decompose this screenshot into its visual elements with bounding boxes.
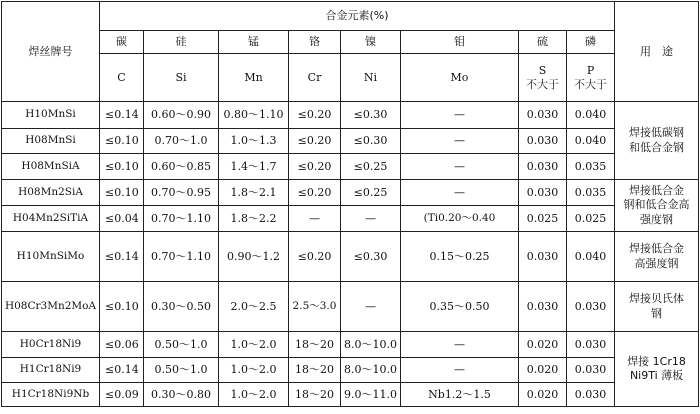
s-cell: 0.030 bbox=[519, 232, 567, 282]
p-cell: 0.030 bbox=[567, 383, 615, 407]
element-cn-p: 磷 bbox=[567, 31, 615, 54]
ni-cell: 8.0～10.0 bbox=[341, 332, 401, 358]
grade-cell: H08Cr3Mn2MoA bbox=[2, 282, 100, 332]
grade-cell: H08Mn2SiA bbox=[2, 180, 100, 206]
header-row-group bbox=[2, 2, 699, 31]
mn-cell: 1.0～2.0 bbox=[219, 358, 289, 383]
grade-cell: H1Cr18Ni9 bbox=[2, 358, 100, 383]
table-row bbox=[2, 206, 699, 232]
element-sym-s-cell bbox=[519, 54, 567, 102]
s-cell: 0.030 bbox=[519, 180, 567, 206]
si-cell: 0.30～0.80 bbox=[144, 383, 219, 407]
element-sym-ni: Ni bbox=[341, 54, 401, 102]
element-cn-cr: 铬 bbox=[289, 31, 341, 54]
mn-cell: 2.0～2.5 bbox=[219, 282, 289, 332]
max-note-p: 不大于 bbox=[574, 77, 608, 91]
cr-cell: — bbox=[289, 206, 341, 232]
cr-cell: 18～20 bbox=[289, 383, 341, 407]
use-cell bbox=[615, 282, 699, 332]
s-cell: 0.030 bbox=[519, 102, 567, 129]
c-cell: ≤0.09 bbox=[100, 383, 144, 407]
mo-cell: Nb1.2～1.5 bbox=[401, 383, 519, 407]
table-row bbox=[2, 358, 699, 383]
mo-cell: — bbox=[401, 154, 519, 180]
si-cell: 0.60～0.85 bbox=[144, 154, 219, 180]
si-cell: 0.50～1.0 bbox=[144, 358, 219, 383]
c-cell: ≤0.14 bbox=[100, 102, 144, 129]
mo-cell: 0.15～0.25 bbox=[401, 232, 519, 282]
mo-cell: — bbox=[401, 180, 519, 206]
mn-cell: 1.0～2.0 bbox=[219, 383, 289, 407]
element-cn-c: 碳 bbox=[100, 31, 144, 54]
cr-cell: ≤0.20 bbox=[289, 129, 341, 154]
cr-cell: 18～20 bbox=[289, 358, 341, 383]
s-cell: 0.030 bbox=[519, 154, 567, 180]
grade-cell: H0Cr18Ni9 bbox=[2, 332, 100, 358]
table-row bbox=[2, 332, 699, 358]
use-cell bbox=[615, 102, 699, 180]
element-sym-mo: Mo bbox=[401, 54, 519, 102]
s-cell: 0.030 bbox=[519, 282, 567, 332]
element-cn-mn: 锰 bbox=[219, 31, 289, 54]
use-line: Ni9Ti 薄板 bbox=[629, 369, 684, 382]
c-cell: ≤0.10 bbox=[100, 180, 144, 206]
max-note-s: 不大于 bbox=[526, 77, 559, 91]
p-cell: 0.040 bbox=[567, 232, 615, 282]
p-cell: 0.040 bbox=[567, 102, 615, 129]
use-cell bbox=[615, 232, 699, 282]
element-sym-si: Si bbox=[144, 54, 219, 102]
s-cell: 0.025 bbox=[519, 206, 567, 232]
mo-cell: — bbox=[401, 102, 519, 129]
p-cell: 0.030 bbox=[567, 332, 615, 358]
use-line: 焊接低碳钢 bbox=[629, 126, 685, 140]
grade-cell: H08MnSi bbox=[2, 129, 100, 154]
c-cell: ≤0.10 bbox=[100, 129, 144, 154]
p-cell: 0.035 bbox=[567, 154, 615, 180]
use-line: 焊接低合金 bbox=[629, 184, 685, 198]
use-cell bbox=[615, 332, 699, 407]
p-cell: 0.030 bbox=[567, 282, 615, 332]
cr-cell: ≤0.20 bbox=[289, 232, 341, 282]
use-line: 焊接 1Cr18 bbox=[627, 354, 686, 368]
s-cell: 0.030 bbox=[519, 129, 567, 154]
s-cell: 0.020 bbox=[519, 358, 567, 383]
p-cell: 0.030 bbox=[567, 358, 615, 383]
ni-cell: ≤0.25 bbox=[341, 154, 401, 180]
element-sym-s: S bbox=[538, 63, 547, 77]
si-cell: 0.60～0.90 bbox=[144, 102, 219, 129]
ni-cell: 9.0～11.0 bbox=[341, 383, 401, 407]
use-line: 焊接低合金 bbox=[629, 242, 685, 256]
c-cell: ≤0.04 bbox=[100, 206, 144, 232]
header-row-cn bbox=[2, 31, 699, 54]
c-cell: ≤0.10 bbox=[100, 282, 144, 332]
ni-cell: ≤0.25 bbox=[341, 180, 401, 206]
welding-wire-composition-table bbox=[1, 1, 699, 407]
grade-cell: H08MnSiA bbox=[2, 154, 100, 180]
use-line: 高强度钢 bbox=[634, 256, 679, 270]
element-cn-mo: 钼 bbox=[401, 31, 519, 54]
mn-cell: 1.4～1.7 bbox=[219, 154, 289, 180]
table-row bbox=[2, 383, 699, 407]
use-line: 钢 bbox=[651, 306, 663, 320]
use-line: 钢和低合金高 bbox=[623, 198, 690, 212]
element-cn-ni: 镍 bbox=[341, 31, 401, 54]
mo-cell: — bbox=[401, 129, 519, 154]
ni-cell: ≤0.30 bbox=[341, 102, 401, 129]
si-cell: 0.70～1.0 bbox=[144, 129, 219, 154]
element-cn-si: 硅 bbox=[144, 31, 219, 54]
cr-cell: 2.5～3.0 bbox=[289, 282, 341, 332]
s-cell: 0.020 bbox=[519, 332, 567, 358]
c-cell: ≤0.14 bbox=[100, 232, 144, 282]
mo-cell: — bbox=[401, 332, 519, 358]
grade-cell: H10MnSiMo bbox=[2, 232, 100, 282]
grade-header: 焊丝牌号 bbox=[2, 2, 100, 102]
element-sym-p: P bbox=[586, 63, 595, 77]
mo-cell: 0.35～0.50 bbox=[401, 282, 519, 332]
mn-cell: 1.0～2.0 bbox=[219, 332, 289, 358]
ni-cell: — bbox=[341, 282, 401, 332]
si-cell: 0.70～1.10 bbox=[144, 206, 219, 232]
p-cell: 0.040 bbox=[567, 129, 615, 154]
table-row bbox=[2, 232, 699, 282]
si-cell: 0.70～0.95 bbox=[144, 180, 219, 206]
grade-cell: H1Cr18Ni9Nb bbox=[2, 383, 100, 407]
use-header: 用 途 bbox=[615, 2, 699, 102]
mn-cell: 0.80～1.10 bbox=[219, 102, 289, 129]
s-cell: 0.020 bbox=[519, 383, 567, 407]
element-sym-mn: Mn bbox=[219, 54, 289, 102]
table-row bbox=[2, 102, 699, 129]
c-cell: ≤0.06 bbox=[100, 332, 144, 358]
grade-cell: H10MnSi bbox=[2, 102, 100, 129]
mn-cell: 1.0～1.3 bbox=[219, 129, 289, 154]
cr-cell: ≤0.20 bbox=[289, 154, 341, 180]
use-cell bbox=[615, 180, 699, 232]
mn-cell: 1.8～2.1 bbox=[219, 180, 289, 206]
element-cn-s: 硫 bbox=[519, 31, 567, 54]
mn-cell: 0.90～1.2 bbox=[219, 232, 289, 282]
ni-cell: 8.0～10.0 bbox=[341, 358, 401, 383]
si-cell: 0.70～1.10 bbox=[144, 232, 219, 282]
mo-cell: — bbox=[401, 358, 519, 383]
element-sym-c: C bbox=[100, 54, 144, 102]
c-cell: ≤0.10 bbox=[100, 154, 144, 180]
cr-cell: 18～20 bbox=[289, 332, 341, 358]
element-sym-cr: Cr bbox=[289, 54, 341, 102]
header-row-symbols bbox=[2, 54, 699, 102]
ni-cell: — bbox=[341, 206, 401, 232]
mn-cell: 1.8～2.2 bbox=[219, 206, 289, 232]
si-cell: 0.50～1.0 bbox=[144, 332, 219, 358]
use-line: 和低合金钢 bbox=[629, 140, 685, 154]
p-cell: 0.025 bbox=[567, 206, 615, 232]
cr-cell: ≤0.20 bbox=[289, 102, 341, 129]
table-row bbox=[2, 282, 699, 332]
p-cell: 0.035 bbox=[567, 180, 615, 206]
ni-cell: ≤0.30 bbox=[341, 129, 401, 154]
grade-cell: H04Mn2SiTiA bbox=[2, 206, 100, 232]
ni-cell: ≤0.30 bbox=[341, 232, 401, 282]
use-line: 焊接贝氏体 bbox=[629, 292, 685, 306]
cr-cell: ≤0.20 bbox=[289, 180, 341, 206]
table-row bbox=[2, 129, 699, 154]
use-line: 强度钢 bbox=[640, 212, 674, 226]
element-sym-p-cell bbox=[567, 54, 615, 102]
table-row bbox=[2, 154, 699, 180]
c-cell: ≤0.14 bbox=[100, 358, 144, 383]
mo-cell: (Ti0.20～0.40 bbox=[401, 206, 519, 232]
si-cell: 0.30～0.50 bbox=[144, 282, 219, 332]
alloy-group-header: 合金元素(%) bbox=[100, 2, 615, 31]
table-row bbox=[2, 180, 699, 206]
